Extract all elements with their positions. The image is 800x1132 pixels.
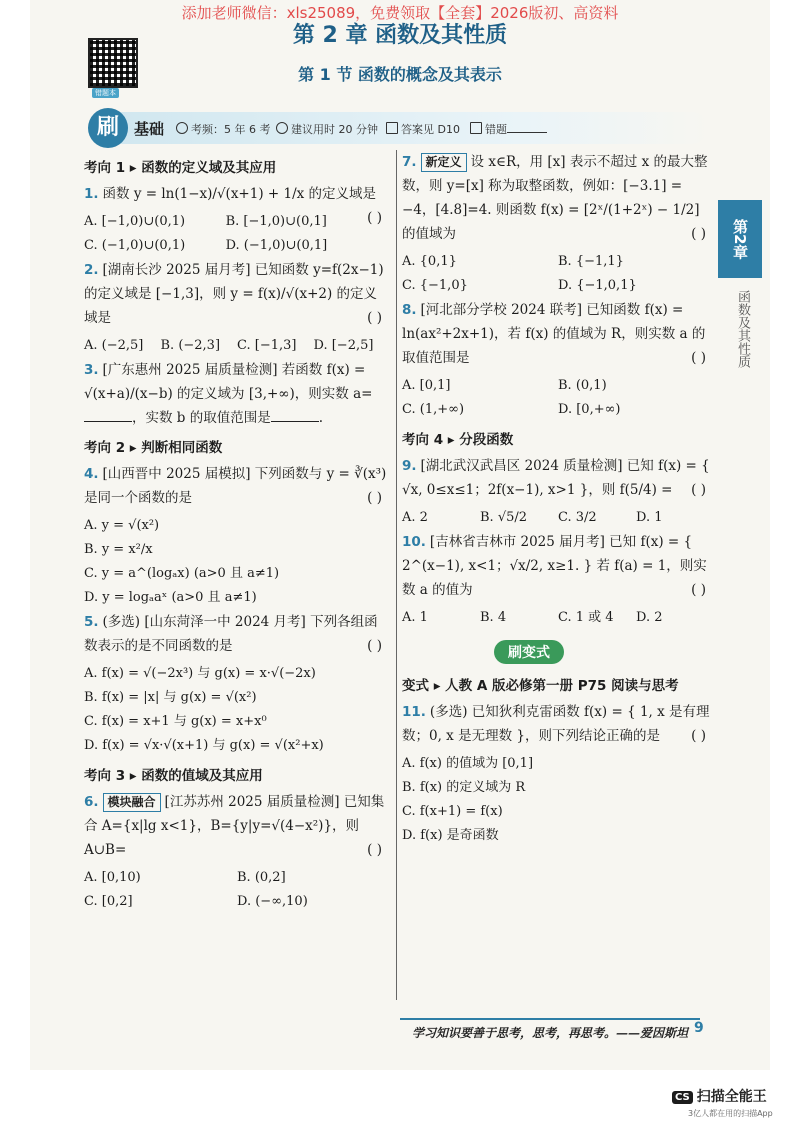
option-list <box>84 866 390 914</box>
qr-label: 错题本 <box>92 88 119 98</box>
answer-option[interactable]: B. [−1,0)∪(0,1] <box>225 214 327 229</box>
banner-answer: 答案见 D10 <box>386 121 460 137</box>
answer-option[interactable]: B. (0,2] <box>237 870 286 885</box>
answer-paren[interactable]: ( ) <box>367 638 382 654</box>
answer-option[interactable]: A. (−2,5] <box>84 338 144 353</box>
question-text: 函数 y = ln(1−x)/√(x+1) + 1/x 的定义域是 <box>102 186 377 202</box>
answer-option[interactable]: A. f(x) 的值域为 [0,1] <box>402 756 534 771</box>
question-number: 2. <box>84 262 99 278</box>
banner-frequency: 考频：5 年 6 考 <box>176 121 271 137</box>
question-text: 设 x∈R，用 [x] 表示不超过 x 的最大整数，则 y=[x] 称为取整函数，例如：[−3.1] = −4，[4.8]=4. 则函数 f(x) = [2ˣ/(1+2ˣ) − 1/2] 的值域为 <box>402 154 708 242</box>
scanner-logo: CS 扫描全能王 <box>672 1086 767 1106</box>
answer-option[interactable]: B. f(x) = |x| 与 g(x) = √(x²) <box>84 690 257 705</box>
question-number: 1. <box>84 186 99 202</box>
topic-heading: 考向 3 ▸ 函数的值域及其应用 <box>84 768 263 784</box>
watermark: 添加老师微信：xls25089，免费领取【全套】2026版初、高资料 <box>181 4 619 22</box>
option-list <box>84 662 390 758</box>
chapter-title: 第 2 章 函数及其性质 <box>292 23 508 48</box>
document-icon <box>386 122 398 134</box>
answer-paren[interactable]: ( ) <box>691 728 706 744</box>
answer-option[interactable]: A. 2 <box>402 510 428 525</box>
question-text: [江苏苏州 2025 届质量检测] 已知集合 A={x|lg x<1}，B={y|y=√(4−x²)}，则 A∪B= <box>84 794 385 858</box>
question-tag: 模块融合 <box>103 793 161 812</box>
answer-option[interactable]: D. [−2,5] <box>313 338 374 353</box>
question-text: ，实数 b 的取值范围是 <box>132 410 271 426</box>
question-item <box>84 258 390 330</box>
question-tag: 新定义 <box>421 153 467 172</box>
answer-option[interactable]: B. y = x²/x <box>84 542 153 557</box>
question-text: [湖北武汉武昌区 2024 质量检测] 已知 f(x) = { √x, 0≤x≤1；2f(x−1), x>1 }，则 f(5/4) = <box>402 458 710 498</box>
answer-option[interactable]: C. f(x) = x+1 与 g(x) = x+x⁰ <box>84 714 267 729</box>
answer-blank[interactable] <box>271 421 319 422</box>
answer-option[interactable]: C. 3/2 <box>558 510 597 525</box>
banner-badge: 刷 <box>88 108 128 148</box>
answer-paren[interactable]: ( ) <box>691 350 706 366</box>
answer-option[interactable]: D. f(x) = √x·√(x+1) 与 g(x) = √(x²+x) <box>84 738 324 753</box>
option-list <box>402 752 714 848</box>
answer-option[interactable]: D. (−∞,10) <box>237 894 308 909</box>
question-number: 5. <box>84 614 99 630</box>
option-list <box>84 334 390 358</box>
question-item <box>84 358 390 430</box>
answer-option[interactable]: B. √5/2 <box>480 510 528 525</box>
question-item <box>402 454 714 502</box>
question-text: [山西晋中 2025 届模拟] 下列函数与 y = ∛(x³) 是同一个函数的是 <box>84 466 387 506</box>
answer-option[interactable]: C. f(x+1) = f(x) <box>402 804 503 819</box>
question-item <box>84 462 390 510</box>
answer-option[interactable]: B. 4 <box>480 610 507 625</box>
answer-blank[interactable] <box>84 421 132 422</box>
question-item <box>84 790 390 862</box>
answer-option[interactable]: C. (1,+∞) <box>402 402 465 417</box>
footer-rule <box>400 1018 700 1020</box>
question-item <box>402 700 714 748</box>
question-text: [湖南长沙 2025 届月考] 已知函数 y=f(2x−1) 的定义域是 [−1,3]，则 y = f(x)/√(x+2) 的定义域是 <box>84 262 384 326</box>
answer-option[interactable]: C. y = a^(logₐx) (a>0 且 a≠1) <box>84 566 280 581</box>
question-item <box>402 150 714 246</box>
answer-option[interactable]: C. {−1,0} <box>402 278 468 293</box>
banner-wrong: 错题 <box>470 121 547 137</box>
answer-option[interactable]: D. y = logₐaˣ (a>0 且 a≠1) <box>84 590 257 605</box>
question-item <box>402 298 714 370</box>
question-number: 10. <box>402 534 426 550</box>
answer-paren[interactable]: ( ) <box>367 310 382 326</box>
column-divider <box>396 150 397 1000</box>
question-number: 11. <box>402 704 426 720</box>
answer-option[interactable]: B. {−1,1} <box>558 254 624 269</box>
answer-paren[interactable]: ( ) <box>691 582 706 598</box>
answer-paren[interactable]: ( ) <box>367 490 382 506</box>
answer-option[interactable]: D. 2 <box>636 610 663 625</box>
question-text: (多选) [山东菏泽一中 2024 月考] 下列各组函数表示的是不同函数的是 <box>84 614 378 654</box>
question-number: 9. <box>402 458 417 474</box>
question-item <box>84 610 390 658</box>
question-text: [吉林省吉林市 2025 届月考] 已知 f(x) = { 2^(x−1), x<1；√x/2, x≥1. } 若 f(a) = 1，则实数 a 的值为 <box>402 534 707 598</box>
question-number: 4. <box>84 466 99 482</box>
right-column <box>402 150 714 848</box>
answer-option[interactable]: A. f(x) = √(−2x³) 与 g(x) = x·√(−2x) <box>84 666 316 681</box>
answer-paren[interactable]: ( ) <box>367 210 382 226</box>
answer-option[interactable]: D. {−1,0,1} <box>558 278 637 293</box>
answer-option[interactable]: C. (−1,0)∪(0,1) <box>84 238 186 253</box>
answer-option[interactable]: C. [0,2] <box>84 894 133 909</box>
answer-option[interactable]: D. 1 <box>636 510 663 525</box>
answer-option[interactable]: D. (−1,0)∪(0,1] <box>225 238 328 253</box>
answer-paren[interactable]: ( ) <box>691 482 706 498</box>
clock-icon <box>176 122 188 134</box>
topic-heading: 考向 1 ▸ 函数的定义域及其应用 <box>84 160 277 176</box>
answer-option[interactable]: D. [0,+∞) <box>558 402 621 417</box>
option-list <box>84 514 390 610</box>
answer-option[interactable]: B. (0,1) <box>558 378 607 393</box>
question-number: 8. <box>402 302 417 318</box>
question-text: (多选) 已知狄利克雷函数 f(x) = { 1, x 是有理数；0, x 是无理数 }，则下列结论正确的是 <box>402 704 710 744</box>
wrong-count-line <box>507 132 547 133</box>
answer-paren[interactable]: ( ) <box>691 226 706 242</box>
answer-paren[interactable]: ( ) <box>367 842 382 858</box>
option-list <box>402 606 714 630</box>
option-list <box>402 506 714 530</box>
answer-option[interactable]: C. 1 或 4 <box>558 610 614 625</box>
answer-option[interactable]: A. 1 <box>402 610 428 625</box>
variant-badge: 刷变式 <box>494 640 564 664</box>
question-number: 6. <box>84 794 99 810</box>
answer-option[interactable]: A. {0,1} <box>402 254 457 269</box>
question-text: [广东惠州 2025 届质量检测] 若函数 f(x) = √(x+a)/(x−b) 的定义域为 [3,+∞)，则实数 a= <box>84 362 373 402</box>
cs-icon: CS <box>672 1091 693 1104</box>
option-list <box>402 374 714 422</box>
chapter-side-tab: 第2章 <box>718 200 762 278</box>
answer-option[interactable]: B. f(x) 的定义域为 R <box>402 780 526 795</box>
footer-quote: 学习知识要善于思考，思考，再思考。——爱因斯坦 <box>412 1026 689 1040</box>
question-number: 3. <box>84 362 99 378</box>
pencil-icon <box>470 122 482 134</box>
page-number: 9 <box>694 1020 704 1036</box>
question-text: . <box>318 410 324 426</box>
scanner-tagline: 3亿人都在用的扫描App <box>688 1109 773 1118</box>
banner-time: 建议用时 20 分钟 <box>276 121 378 137</box>
left-column <box>84 150 390 914</box>
answer-option[interactable]: A. y = √(x²) <box>84 518 160 533</box>
timer-icon <box>276 122 288 134</box>
banner-name: 基础 <box>134 120 165 138</box>
chapter-side-text: 函数及其性质 <box>735 290 750 368</box>
option-list <box>84 210 367 258</box>
option-list <box>402 250 714 298</box>
topic-heading: 考向 2 ▸ 判断相同函数 <box>84 440 223 456</box>
question-number: 7. <box>402 154 417 170</box>
topic-heading: 考向 4 ▸ 分段函数 <box>402 432 514 448</box>
answer-option[interactable]: A. [0,10) <box>84 870 141 885</box>
answer-option[interactable]: A. [−1,0)∪(0,1) <box>84 214 186 229</box>
answer-option[interactable]: A. [0,1] <box>402 378 451 393</box>
question-text: [河北部分学校 2024 联考] 已知函数 f(x) = ln(ax²+2x+1)，若 f(x) 的值域为 R，则实数 a 的取值范围是 <box>402 302 706 366</box>
answer-option[interactable]: C. [−1,3] <box>237 338 297 353</box>
answer-option[interactable]: B. (−2,3] <box>160 338 221 353</box>
variant-heading: 变式 ▸ 人教 A 版必修第一册 P75 阅读与思考 <box>402 678 679 694</box>
question-item <box>402 530 714 602</box>
section-title: 第 1 节 函数的概念及其表示 <box>298 65 502 84</box>
answer-option[interactable]: D. f(x) 是奇函数 <box>402 828 499 843</box>
